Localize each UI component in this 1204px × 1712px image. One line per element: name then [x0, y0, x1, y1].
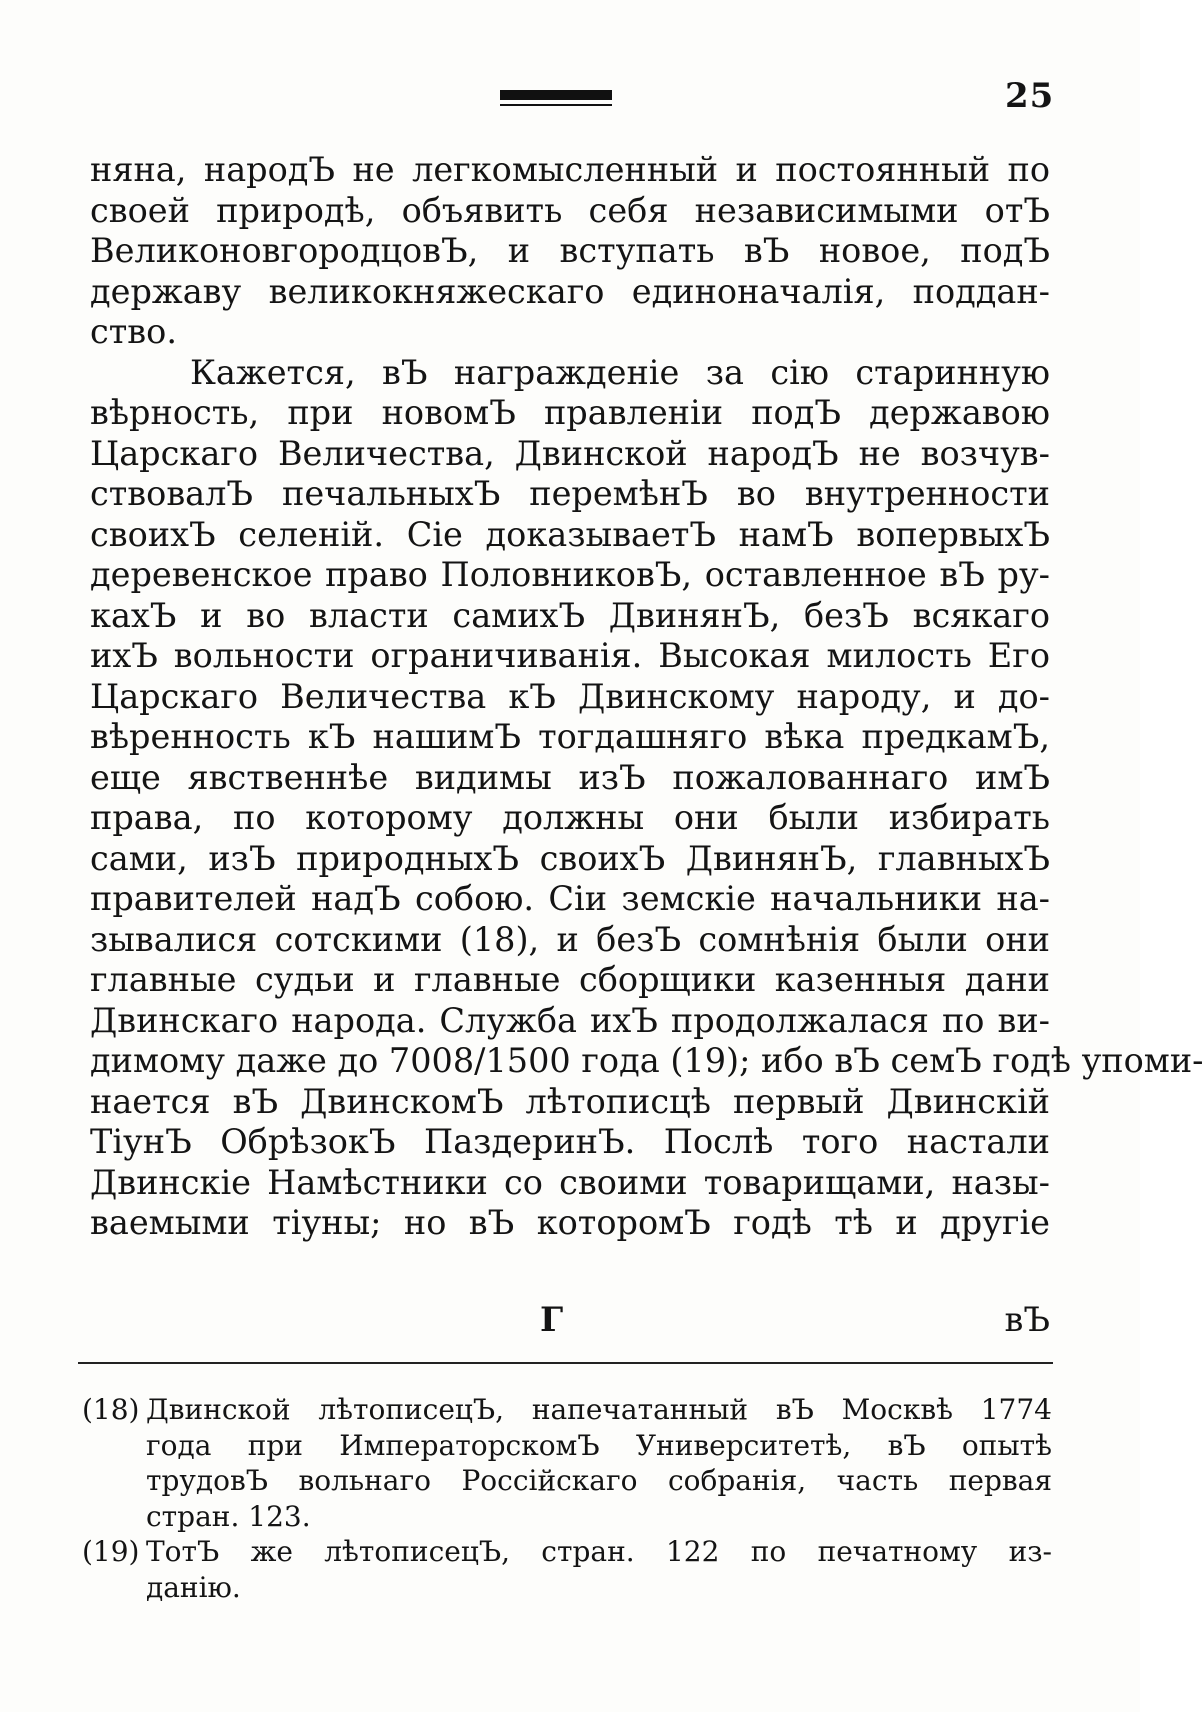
- text-line: права, по которому должны они были избирать: [90, 798, 1050, 837]
- footnote-rule: [78, 1362, 1053, 1364]
- header-rule: [500, 90, 612, 100]
- text-line: зывалися сотскими (18), и безЪ сомнѣнія были они: [90, 919, 1050, 959]
- footnote-marker: (18): [82, 1393, 140, 1426]
- text-line: вѣрность, при новомЪ правленіи подЪ державою: [90, 393, 1050, 432]
- footnote-line: стран. 123.: [146, 1499, 311, 1533]
- signature-mark: Г: [540, 1300, 564, 1339]
- text-line: ихЪ вольности ограничиванія. Высокая милость Его: [90, 636, 1050, 675]
- text-line: своихЪ селеній. Сіе доказываетЪ намЪ вопервыхЪ: [90, 514, 1050, 554]
- text-line: вѣренность кЪ нашимЪ тогдашняго вѣка предкамЪ,: [90, 717, 1050, 756]
- text-line: ствовалЪ печальныхЪ перемѣнЪ во внутренности: [90, 474, 1050, 513]
- paragraph-start-line: Кажется, вЪ награжденіе за сію старинную: [190, 352, 1050, 392]
- text-line: своей природѣ, объявить себя независимыми отЪ: [90, 190, 1050, 230]
- text-line: сами, изЪ природныхЪ своихЪ ДвинянЪ, главныхЪ: [90, 838, 1050, 878]
- text-line: Двинскіе Намѣстники со своими товарищами, назы-: [90, 1162, 1050, 1202]
- text-line: ваемыми тіуны; но вЪ которомЪ годѣ тѣ и другіе: [90, 1203, 1050, 1242]
- text-line: Царскаго Величества, Двинской народЪ не возчув-: [90, 433, 1050, 473]
- catchword: вЪ: [1004, 1300, 1050, 1339]
- text-line: нается вЪ ДвинскомЪ лѣтописцѣ первый Двинскій: [90, 1081, 1050, 1121]
- text-line: главные судьи и главные сборщики казенныя дани: [90, 960, 1050, 999]
- footnote-text: ТотЪ же лѣтописецЪ, стран. 122 по печатному из-: [146, 1535, 1052, 1568]
- footnote-18: [82, 1392, 1052, 1534]
- text-line: державу великокняжескаго единоначалія, поддан-: [90, 271, 1050, 311]
- text-line: Двинскаго народа. Служба ихЪ продолжалася по ви-: [90, 1000, 1050, 1040]
- catch-row: [90, 1300, 1050, 1342]
- footnote-line: данію.: [146, 1570, 241, 1604]
- footnote-19: [82, 1534, 1052, 1605]
- text-line: кахЪ и во власти самихЪ ДвинянЪ, безЪ всякаго: [90, 595, 1050, 635]
- text-line: димому даже до 7008/1500 года (19); ибо вЪ семЪ годѣ упоми-: [90, 1041, 1204, 1080]
- body-text: [90, 150, 1204, 1244]
- footnote-line: трудовЪ вольнаго Россійскаго собранія, часть первая: [146, 1464, 1052, 1497]
- footnote-text: Двинской лѣтописецЪ, напечатанный вЪ Москвѣ 1774: [146, 1393, 1052, 1426]
- footnote-marker: (19): [82, 1535, 140, 1568]
- text-line: деревенское право ПоловниковЪ, оставленное вЪ ру-: [90, 555, 1050, 594]
- text-line: Царскаго Величества кЪ Двинскому народу, и до-: [90, 676, 1050, 716]
- text-line: ВеликоновгородцовЪ, и вступать вЪ новое, подЪ: [90, 231, 1050, 270]
- text-line: ТіунЪ ОбрѣзокЪ ПаздеринЪ. Послѣ того настали: [90, 1122, 1050, 1161]
- footnote-line: [82, 1534, 1052, 1570]
- text-line: ство.: [90, 312, 177, 351]
- footnote-line: [82, 1392, 1052, 1428]
- page-number: 25: [1005, 76, 1055, 116]
- text-line: правителей надЪ собою. Сіи земскіе начальники на-: [90, 879, 1050, 918]
- footnote-line: года при ИмператорскомЪ Университетѣ, вЪ опытѣ: [146, 1428, 1052, 1462]
- footnotes: [82, 1392, 1052, 1605]
- text-line: няна, народЪ не легкомысленный и постоянный по: [90, 150, 1050, 189]
- text-line: еще явственнѣе видимы изЪ пожалованнаго имЪ: [90, 757, 1050, 797]
